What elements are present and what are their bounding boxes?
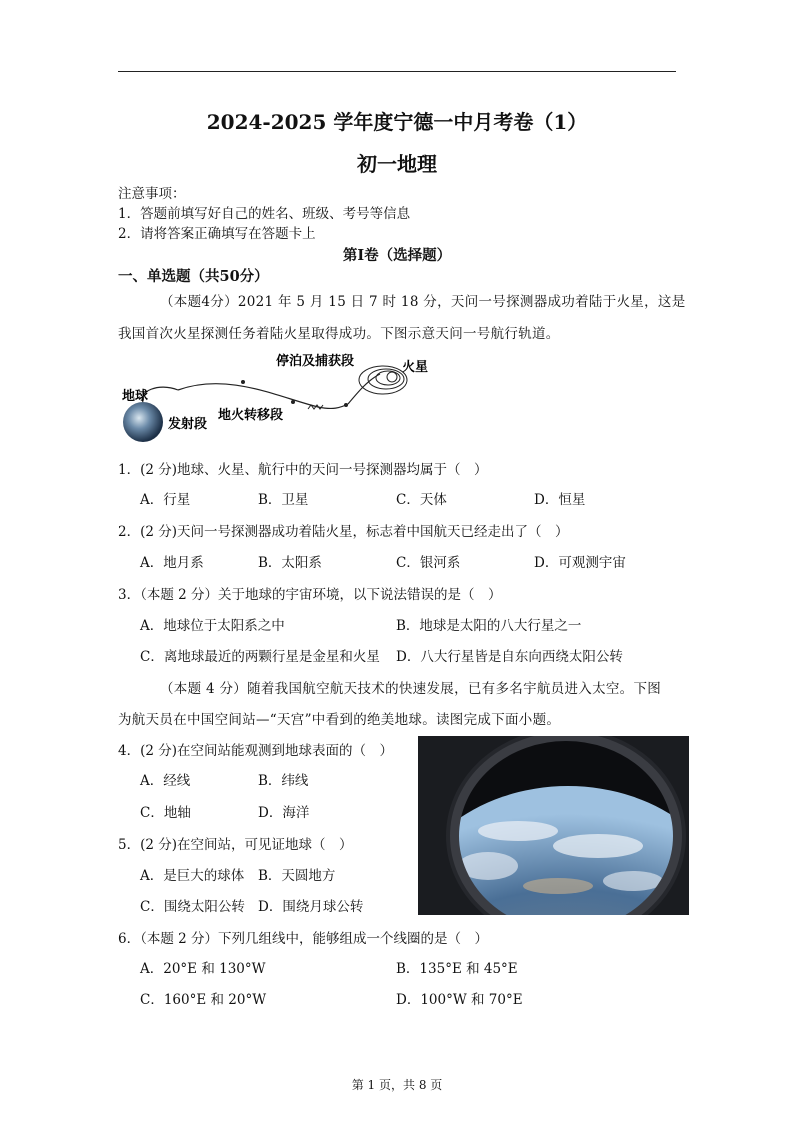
q1-stem: 1．(2 分)地球、火星、航行中的天问一号探测器均属于（ ）	[118, 462, 488, 478]
note-item-1: 1．答题前填写好自己的姓名、班级、考号等信息	[118, 206, 411, 222]
page-footer: 第 1 页，共 8 页	[351, 1078, 443, 1092]
q5-stem: 5．(2 分)在空间站，可见证地球（ ）	[118, 837, 353, 853]
q2-option-d: D．可观测宇宙	[534, 555, 626, 571]
exam-subtitle: 初一地理	[357, 152, 437, 176]
q1-option-d: D．恒星	[534, 492, 586, 508]
q3-option-c: C．离地球最近的两颗行星是金星和火星	[140, 649, 380, 665]
q5-option-b: B．天圆地方	[258, 868, 336, 884]
notes-heading: 注意事项：	[118, 186, 186, 202]
q6-option-a: A．20°E 和 130°W	[140, 961, 266, 977]
passage2-line2: 为航天员在中国空间站—“天宫”中看到的绝美地球。读图完成下面小题。	[118, 712, 561, 728]
q4-option-d: D．海洋	[258, 805, 310, 821]
label-parking: 停泊及捕获段	[276, 354, 355, 369]
earth-globe	[123, 402, 163, 442]
q5-option-c: C．围绕太阳公转	[140, 899, 245, 915]
passage1-line2: 我国首次火星探测任务着陆火星取得成功。下图示意天问一号航行轨道。	[118, 326, 560, 342]
passage2-line1: （本题 4 分）随着我国航空航天技术的快速发展，已有多名宇航员进入太空。下图	[160, 681, 662, 697]
label-launch: 发射段	[168, 417, 208, 432]
q4-option-b: B．纬线	[258, 773, 309, 789]
note-item-2: 2．请将答案正确填写在答题卡上	[118, 226, 316, 242]
q2-option-c: C．银河系	[396, 555, 461, 571]
q5-option-a: A．是巨大的球体	[140, 868, 245, 884]
q3-option-b: B．地球是太阳的八大行星之一	[396, 618, 582, 634]
q6-option-c: C．160°E 和 20°W	[140, 992, 267, 1008]
q4-option-a: A．经线	[140, 773, 191, 789]
q2-option-a: A．地月系	[140, 555, 204, 571]
exam-title: 2024-2025 学年度宁德一中月考卷（1）	[206, 110, 588, 134]
trajectory-diagram	[118, 352, 438, 444]
q3-option-d: D．八大行星皆是自东向西绕太阳公转	[396, 649, 623, 665]
q5-option-d: D．围绕月球公转	[258, 899, 364, 915]
label-transfer: 地火转移段	[218, 408, 284, 423]
q2-stem: 2．(2 分)天问一号探测器成功着陆火星，标志着中国航天已经走出了（ ）	[118, 524, 569, 540]
header-rule	[118, 71, 676, 72]
q6-stem: 6．（本题 2 分）下列几组线中，能够组成一个线圈的是（ ）	[118, 931, 489, 947]
passage1-line1: （本题4分）2021 年 5 月 15 日 7 时 18 分，天问一号探测器成功着陆于火星，这是	[160, 294, 686, 310]
q4-option-c: C．地轴	[140, 805, 191, 821]
section-title: 第Ⅰ卷（选择题）	[342, 247, 452, 264]
q1-option-a: A．行星	[140, 492, 191, 508]
q4-stem: 4．(2 分)在空间站能观测到地球表面的（ ）	[118, 743, 394, 759]
q6-option-d: D．100°W 和 70°E	[396, 992, 523, 1008]
label-mars: 火星	[402, 360, 429, 375]
q1-option-c: C．天体	[396, 492, 447, 508]
label-earth: 地球	[122, 389, 149, 404]
mars-globe	[387, 372, 397, 382]
earth-from-station-photo	[418, 736, 689, 915]
q3-option-a: A．地球位于太阳系之中	[140, 618, 285, 634]
q3-stem: 3．（本题 2 分）关于地球的宇宙环境，以下说法错误的是（ ）	[118, 587, 502, 603]
part-title: 一、单选题（共50分）	[118, 268, 269, 285]
q1-option-b: B．卫星	[258, 492, 309, 508]
q6-option-b: B．135°E 和 45°E	[396, 961, 518, 977]
q2-option-b: B．太阳系	[258, 555, 322, 571]
